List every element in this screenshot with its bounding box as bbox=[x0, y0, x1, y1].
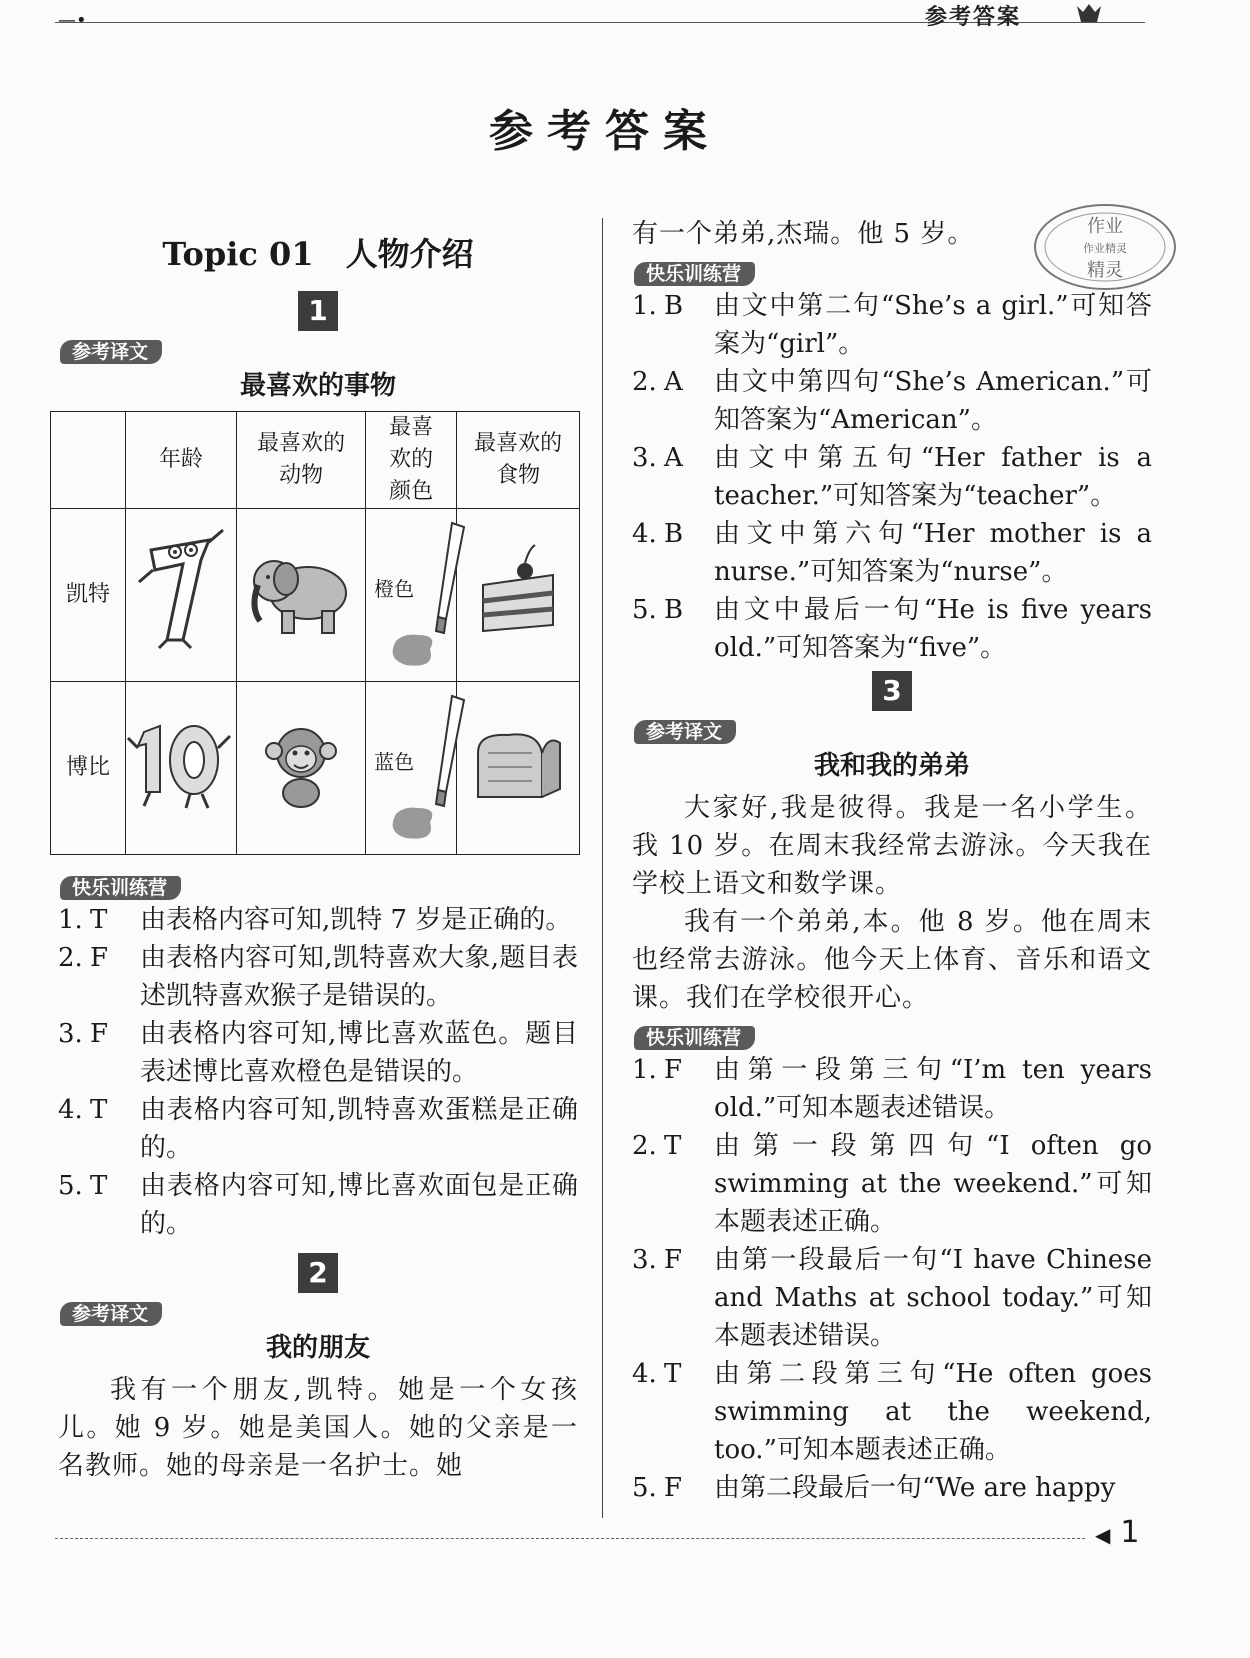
answer-list-2 bbox=[632, 287, 1152, 667]
tag-reference-translation: 参考译文 bbox=[60, 1302, 162, 1326]
passage-continuation: 有一个弟弟,杰瑞。他 5 岁。 bbox=[632, 219, 975, 249]
page-title: 参考答案 bbox=[489, 106, 721, 157]
arrow-left-icon: ◀ bbox=[1095, 1523, 1111, 1547]
answer-item: 5. T 由表格内容可知,博比喜欢面包是正确的。 bbox=[58, 1171, 578, 1239]
table-corner bbox=[51, 412, 126, 509]
answer-item: 3. A 由文中第五句“Her father is a teacher.”可知答案为“teacher”。 bbox=[632, 443, 1152, 511]
number-ten-icon bbox=[126, 708, 236, 818]
favorites-table bbox=[50, 411, 580, 855]
answer-item: 1. T 由表格内容可知,凯特 7 岁是正确的。 bbox=[58, 905, 572, 935]
answer-item: 2. T 由第一段第四句“I often go swimming at the weekend.”可知本题表述正确。 bbox=[632, 1131, 1152, 1237]
table-header-animal: 最喜欢的动物 bbox=[237, 412, 366, 509]
row-name-bobby: 博比 bbox=[51, 682, 126, 855]
passage-title: 我和我的弟弟 bbox=[813, 751, 970, 781]
age-seven-illustration bbox=[126, 509, 237, 682]
orange-color-cell bbox=[366, 509, 457, 682]
row-name-kate: 凯特 bbox=[51, 509, 126, 682]
table-header-color: 最喜欢的颜色 bbox=[366, 412, 457, 509]
passage-paragraph-1: 大家好,我是彼得。我是一名小学生。我 10 岁。在周末我经常去游泳。今天我在学校上语文和数学课。 bbox=[632, 793, 1152, 899]
answer-item: 3. F 由表格内容可知,博比喜欢蓝色。题目表述博比喜欢橙色是错误的。 bbox=[58, 1019, 578, 1087]
answer-item: 1. F 由第一段第三句“I’m ten years old.”可知本题表述错误。 bbox=[632, 1055, 1152, 1123]
table-header-age: 年龄 bbox=[126, 412, 237, 509]
table-title: 最喜欢的事物 bbox=[239, 371, 396, 401]
right-column bbox=[632, 215, 1152, 1507]
paintbrush-icon bbox=[366, 682, 490, 854]
tag-reference-translation: 参考译文 bbox=[60, 340, 162, 364]
answer-item: 2. F 由表格内容可知,凯特喜欢大象,题目表述凯特喜欢猴子是错误的。 bbox=[58, 943, 578, 1011]
color-label-orange: 橙色 bbox=[374, 577, 415, 601]
left-column bbox=[58, 225, 578, 1485]
answer-item: 4. T 由第二段第三句“He often goes swimming at the weekend, too.”可知本题表述正确。 bbox=[632, 1359, 1152, 1465]
svg-text:作业精灵: 作业精灵 bbox=[1083, 242, 1127, 255]
answer-list-1 bbox=[58, 901, 578, 1243]
header-dash: —• bbox=[58, 10, 87, 31]
section-number-1: 1 bbox=[298, 291, 338, 331]
passage-paragraph: 我有一个朋友,凯特。她是一个女孩儿。她 9 岁。她是美国人。她的父亲是一名教师。她的母亲是一名护士。她 bbox=[58, 1375, 578, 1481]
section-number-3: 3 bbox=[872, 671, 912, 711]
number-seven-icon bbox=[131, 520, 231, 660]
header-label: 参考答案 bbox=[925, 5, 1022, 30]
page-number bbox=[1095, 1515, 1139, 1550]
answer-item: 5. F 由第二段最后一句“We are happy bbox=[632, 1473, 1116, 1503]
color-label-blue: 蓝色 bbox=[374, 750, 415, 774]
table-header-food: 最喜欢的食物 bbox=[457, 412, 580, 509]
tag-reference-translation: 参考译文 bbox=[634, 720, 736, 744]
answer-item: 5. B 由文中最后一句“He is five years old.”可知答案为“five”。 bbox=[632, 595, 1152, 663]
mascot-icon bbox=[1075, 2, 1103, 24]
elephant-illustration bbox=[237, 509, 366, 682]
monkey-icon bbox=[256, 713, 346, 813]
tag-happy-training: 快乐训练营 bbox=[634, 262, 755, 286]
topic-title: Topic 01 人物介绍 bbox=[162, 235, 474, 273]
tag-happy-training: 快乐训练营 bbox=[634, 1026, 755, 1050]
section-number-2: 2 bbox=[298, 1253, 338, 1293]
answer-item: 4. B 由文中第六句“Her mother is a nurse.”可知答案为“nurse”。 bbox=[632, 519, 1152, 587]
page-number-value: 1 bbox=[1120, 1515, 1140, 1550]
answer-item: 4. T 由表格内容可知,凯特喜欢蛋糕是正确的。 bbox=[58, 1095, 578, 1163]
tag-happy-training: 快乐训练营 bbox=[60, 876, 181, 900]
answer-item: 3. F 由第一段最后一句“I have Chinese and Maths at school today.”可知本题表述错误。 bbox=[632, 1245, 1152, 1351]
answer-list-3 bbox=[632, 1051, 1152, 1507]
answer-item: 1. B 由文中第二句“She’s a girl.”可知答案为“girl”。 bbox=[632, 291, 1152, 359]
blue-color-cell bbox=[366, 682, 457, 855]
paintbrush-icon bbox=[366, 509, 490, 681]
svg-text:精灵: 精灵 bbox=[1087, 260, 1123, 281]
column-divider bbox=[602, 218, 603, 1518]
age-ten-illustration bbox=[126, 682, 237, 855]
answer-item: 2. A 由文中第四句“She’s American.”可知答案为“American”。 bbox=[632, 367, 1152, 435]
passage-title: 我的朋友 bbox=[265, 1333, 370, 1363]
footer-rule bbox=[55, 1538, 1085, 1539]
monkey-illustration bbox=[237, 682, 366, 855]
svg-text:作业: 作业 bbox=[1087, 216, 1123, 237]
elephant-icon bbox=[246, 535, 356, 645]
passage-paragraph-2: 我有一个弟弟,本。他 8 岁。他在周末也经常去游泳。他今天上体育、音乐和语文课。我们在学校很开心。 bbox=[632, 907, 1152, 1013]
